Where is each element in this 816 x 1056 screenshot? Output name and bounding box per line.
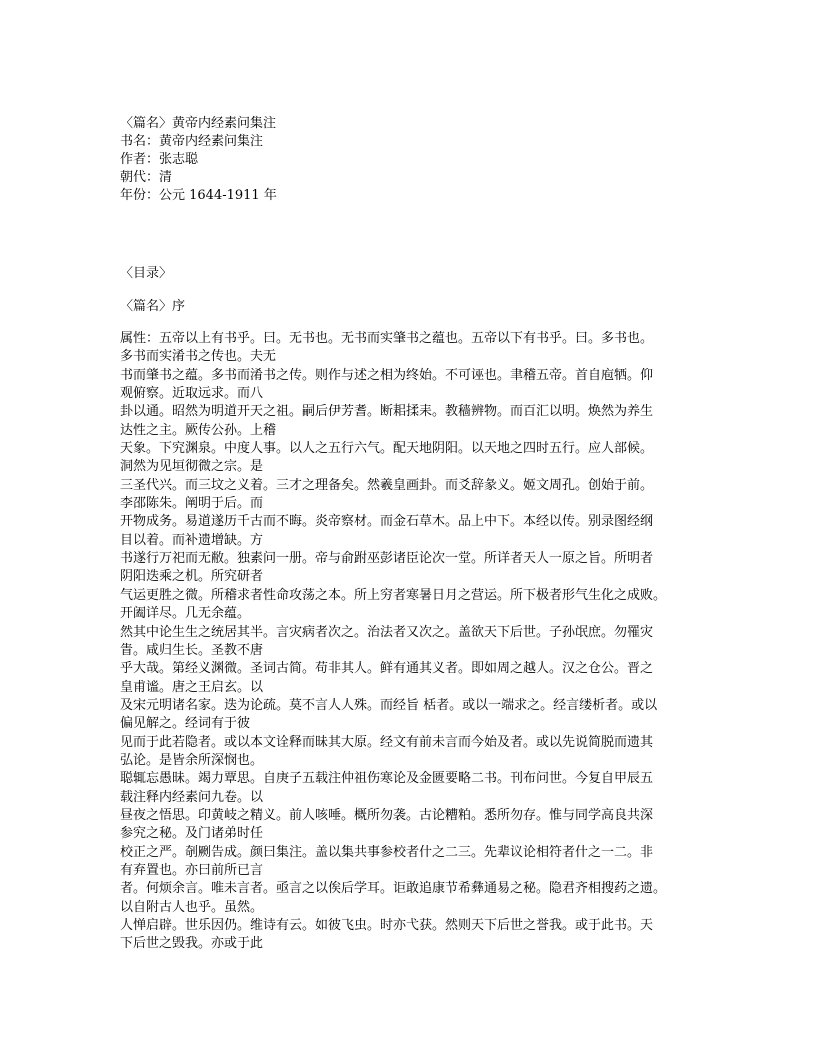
- body-line: 人惮启辟。世乐因仍。维诗有云。如彼飞虫。时亦弋获。然则天下后世之誉我。或于此书。天: [120, 918, 654, 933]
- body-line: 阴阳迭乘之机。所究研者: [120, 569, 264, 585]
- body-line: 属性：五帝以上有书乎。曰。无书也。无书而实肇书之蕴也。五帝以下有书乎。曰。多书也。: [120, 331, 654, 346]
- body-line: 以自附古人也乎。虽然。: [120, 899, 264, 915]
- body-line: 气运更胜之微。所稽求者性命攻荡之本。所上穷者寒暑日月之营运。所下极者形气生化之成败。: [120, 587, 667, 603]
- body-line: 聪辄忘愚昧。竭力覃思。自庚子五载注仲祖伤寒论及金匮要略二书。刊布问世。今复自甲辰五: [120, 771, 654, 787]
- section-heading: 〈篇名〉序: [120, 299, 186, 314]
- body-line: 眚。咸归生长。圣教不唐: [120, 642, 264, 658]
- body-line: 见而于此若隐者。或以本文诠释而昧其大原。经文有前未言而今始及者。或以先说简脱而遗其: [120, 734, 654, 750]
- body-line: 有弃置也。亦曰前所已言: [120, 862, 264, 878]
- body-line: 观俯察。近取远求。而八: [120, 386, 264, 402]
- body-line: 多书而实淆书之传也。夫无: [120, 349, 277, 365]
- body-line: 天象。下究渊泉。中度人事。以人之五行六气。配天地阴阳。以天地之四时五行。应人部候。: [120, 441, 654, 457]
- body-line: 书遂行万祀而无敝。独素问一册。帝与俞跗巫彭诸臣论次一堂。所详者天人一原之旨。所明者: [120, 551, 654, 567]
- body-line: 书而肇书之蕴。多书而淆书之传。则作与述之相为终始。不可诬也。聿稽五帝。首自庖牺。仰: [120, 367, 654, 383]
- body-line: 偏见解之。经词有于彼: [120, 716, 251, 732]
- body-line: 者。何烦余言。唯未言者。亟言之以俟后学耳。讵敢追康节希彝通易之秘。隐君齐相搜药之遗。: [120, 881, 667, 897]
- body-line: 开物成务。易道遂历千古而不晦。炎帝察材。而金石草木。品上中下。本经以传。别录图经纲: [120, 514, 654, 530]
- body-line: 三圣代兴。而三坟之义着。三才之理备矣。然羲皇画卦。而爻辞彖义。姬文周孔。创始于前。: [120, 477, 654, 493]
- body-line: 洞然为见垣彻微之宗。是: [120, 459, 264, 475]
- body-line: 参究之秘。及门诸弟时任: [120, 826, 264, 842]
- body-line: 弘论。是皆余所深悯也。: [120, 752, 264, 768]
- toc-heading: 〈目录〉: [120, 266, 173, 281]
- preface-text: [120, 330, 700, 954]
- body-line: 李邵陈朱。阐明于后。而: [120, 496, 264, 512]
- chapter-title: 〈篇名〉黄帝内经素问集注: [120, 116, 277, 131]
- dynasty: 朝代：清: [120, 170, 173, 185]
- year: 年份：公元 1644-1911 年: [120, 188, 277, 203]
- body-line: 及宋元明诸名家。迭为论疏。莫不言人人殊。而经旨 栝者。或以一端求之。经言缕析者。或以: [120, 697, 658, 713]
- body-line: 下后世之毁我。亦或于此: [120, 936, 264, 952]
- body-line: 载注释内经素问九卷。以: [120, 789, 264, 805]
- body-line: 然其中论生生之统居其半。言灾病者次之。治法者又次之。盖欲天下后世。子孙氓庶。勿罹灾: [120, 624, 654, 640]
- body-line: 卦以通。昭然为明道开天之祖。嗣后伊芳耆。断耜揉耒。教穑辨物。而百汇以明。焕然为养生: [120, 404, 654, 420]
- body-line: 目以着。而补遗增缺。方: [120, 532, 264, 548]
- body-line: 乎大哉。第经义渊微。圣词古简。苟非其人。鲜有通其义者。即如周之越人。汉之仓公。晋之: [120, 661, 654, 677]
- body-line: 昼夜之悟思。印黄岐之精义。前人咳唾。概所勿袭。古论糟粕。悉所勿存。惟与同学高良共深: [120, 807, 654, 823]
- author: 作者：张志聪: [120, 152, 199, 167]
- body-line: 校正之严。剞劂告成。颜曰集注。盖以集共事参校者什之二三。先辈议论相符者什之一二。非: [120, 844, 654, 860]
- body-line: 开阖详尽。几无余蕴。: [120, 606, 251, 622]
- body-line: 皇甫谧。唐之王启玄。以: [120, 679, 264, 695]
- book-name: 书名：黄帝内经素问集注: [120, 134, 264, 149]
- body-line: 达性之主。厥传公孙。上稽: [120, 422, 277, 438]
- metadata-block: [120, 115, 700, 205]
